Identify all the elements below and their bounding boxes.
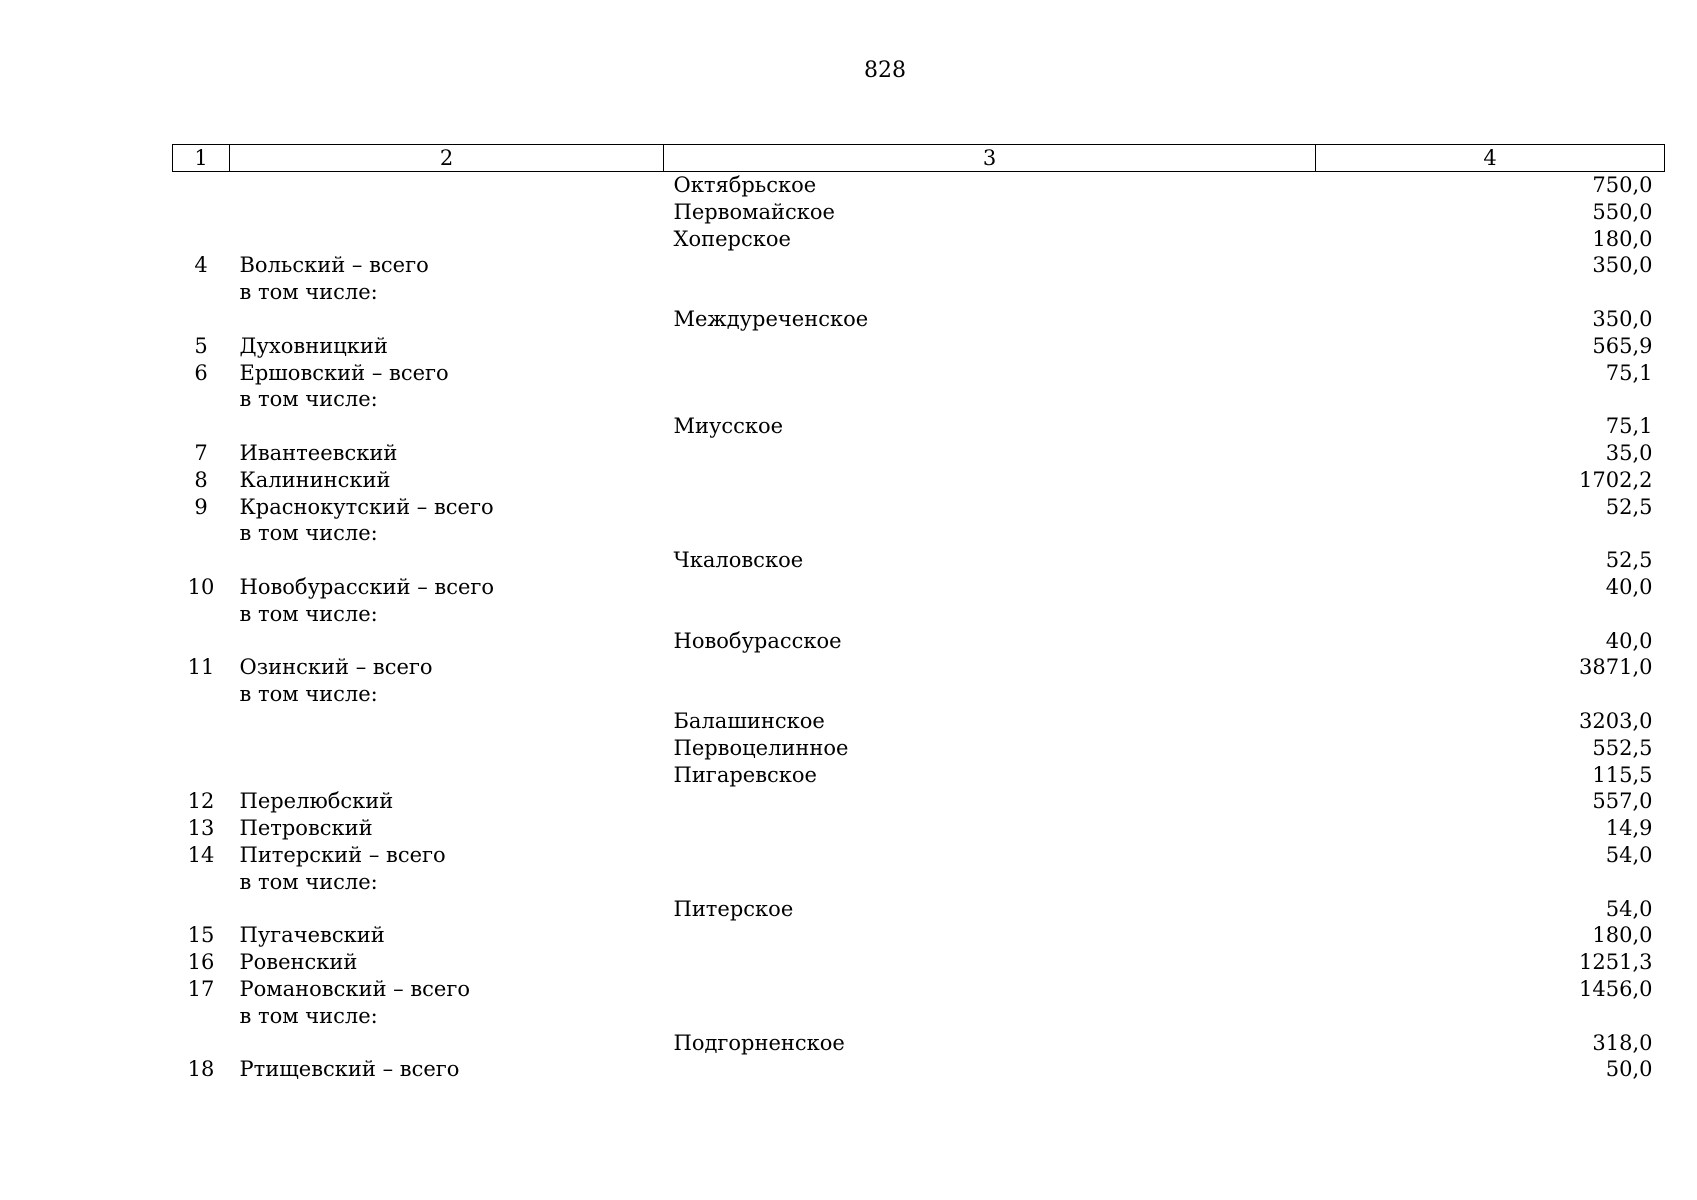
amount-value: 52,5 (1605, 548, 1653, 573)
table-row (173, 333, 1665, 360)
table-row (173, 976, 1665, 1003)
table-row (173, 226, 1665, 253)
settlement-name (664, 386, 1316, 413)
settlement-name (664, 922, 1316, 949)
table-row (173, 601, 1665, 628)
row-number (173, 279, 230, 306)
table-row (173, 681, 1665, 708)
row-number: 18 (187, 1057, 215, 1082)
district-name (230, 172, 664, 199)
district-name: в том числе: (239, 280, 378, 305)
row-number (173, 708, 230, 735)
district-name (230, 547, 664, 574)
district-name: Пугачевский (239, 923, 385, 948)
settlement-name (664, 279, 1316, 306)
header-col-4: 4 (1316, 145, 1665, 172)
district-name (230, 708, 664, 735)
settlement-name (664, 976, 1316, 1003)
table-row (173, 252, 1665, 279)
row-number: 13 (187, 816, 215, 841)
row-number: 4 (194, 253, 208, 278)
amount-value: 115,5 (1592, 762, 1653, 787)
district-name: Калининский (239, 467, 391, 492)
amount-value: 50,0 (1605, 1057, 1653, 1082)
row-number: 15 (187, 923, 215, 948)
amount-value: 180,0 (1592, 923, 1653, 948)
row-number: 11 (187, 655, 215, 680)
row-number (173, 520, 230, 547)
settlement-name: Чкаловское (673, 548, 804, 573)
settlement-name (664, 1056, 1316, 1083)
row-number (173, 413, 230, 440)
row-number (173, 172, 230, 199)
amount-value: 35,0 (1605, 440, 1653, 465)
table-row (173, 172, 1665, 199)
settlement-name (664, 252, 1316, 279)
amount-value (1316, 681, 1665, 708)
settlement-name: Первомайское (673, 199, 835, 224)
amount-value: 350,0 (1592, 253, 1653, 278)
row-number (173, 681, 230, 708)
table-row (173, 467, 1665, 494)
header-col-3: 3 (664, 145, 1316, 172)
table-row (173, 735, 1665, 762)
district-name: в том числе: (239, 521, 378, 546)
settlement-name (664, 520, 1316, 547)
table-row (173, 788, 1665, 815)
table-row (173, 762, 1665, 789)
district-name: Краснокутский – всего (239, 494, 494, 519)
row-number (173, 547, 230, 574)
district-name (230, 896, 664, 923)
amount-value: 75,1 (1605, 360, 1653, 385)
district-name: Романовский – всего (239, 976, 470, 1001)
page-number: 828 (864, 58, 906, 83)
district-name: Ивантеевский (239, 440, 398, 465)
amount-value: 557,0 (1592, 789, 1653, 814)
header-col-2: 2 (230, 145, 664, 172)
district-name (230, 199, 664, 226)
settlement-name (664, 815, 1316, 842)
district-name: Перелюбский (239, 789, 394, 814)
amount-value: 1251,3 (1579, 950, 1653, 975)
settlement-name (664, 601, 1316, 628)
row-number (173, 735, 230, 762)
settlement-name (664, 788, 1316, 815)
settlement-name (664, 949, 1316, 976)
settlement-name (664, 360, 1316, 387)
district-name (230, 226, 664, 253)
amount-value: 318,0 (1592, 1030, 1653, 1055)
row-number (173, 1003, 230, 1030)
table-row (173, 628, 1665, 655)
row-number: 16 (187, 950, 215, 975)
row-number (173, 896, 230, 923)
amount-value (1316, 869, 1665, 896)
district-name: Озинский – всего (239, 655, 433, 680)
table-body (173, 172, 1665, 1084)
amount-value: 40,0 (1605, 628, 1653, 653)
amount-value (1316, 1003, 1665, 1030)
settlement-name: Подгорненское (673, 1030, 845, 1055)
row-number: 8 (194, 467, 208, 492)
settlement-name (664, 681, 1316, 708)
district-name: Духовницкий (239, 333, 388, 358)
amount-value: 40,0 (1605, 574, 1653, 599)
table-row (173, 708, 1665, 735)
amount-value (1316, 386, 1665, 413)
row-number: 6 (194, 360, 208, 385)
amount-value: 3203,0 (1579, 708, 1653, 733)
district-name: в том числе: (239, 601, 378, 626)
amount-value: 54,0 (1605, 842, 1653, 867)
amount-value: 565,9 (1592, 333, 1653, 358)
table-row (173, 440, 1665, 467)
table-row (173, 1003, 1665, 1030)
table-row (173, 1030, 1665, 1057)
amount-value (1316, 520, 1665, 547)
row-number: 10 (187, 574, 215, 599)
table-row (173, 279, 1665, 306)
row-number (173, 628, 230, 655)
district-name: Ртищевский – всего (239, 1057, 460, 1082)
table-row (173, 869, 1665, 896)
table-row (173, 199, 1665, 226)
district-name: Ершовский – всего (239, 360, 449, 385)
settlement-name: Первоцелинное (673, 735, 849, 760)
district-name: в том числе: (239, 387, 378, 412)
row-number (173, 601, 230, 628)
district-name (230, 628, 664, 655)
settlement-name (664, 1003, 1316, 1030)
district-name: Новобурасский – всего (239, 574, 495, 599)
header-row (173, 145, 1665, 172)
table-row (173, 949, 1665, 976)
settlement-name (664, 842, 1316, 869)
row-number (173, 306, 230, 333)
amount-value: 350,0 (1592, 306, 1653, 331)
district-name: Петровский (239, 816, 373, 841)
district-name (230, 413, 664, 440)
row-number: 17 (187, 976, 215, 1001)
amount-value: 552,5 (1592, 735, 1653, 760)
table-row (173, 306, 1665, 333)
row-number: 5 (194, 333, 208, 358)
row-number: 14 (187, 842, 215, 867)
table-row (173, 574, 1665, 601)
amount-value: 14,9 (1605, 816, 1653, 841)
settlement-name: Пигаревское (673, 762, 817, 787)
table-row (173, 842, 1665, 869)
settlement-name: Миусское (673, 414, 784, 439)
table-row (173, 360, 1665, 387)
row-number (173, 1030, 230, 1057)
settlement-name (664, 333, 1316, 360)
amount-value: 52,5 (1605, 494, 1653, 519)
table-row (173, 654, 1665, 681)
amount-value: 1702,2 (1579, 467, 1653, 492)
settlement-name (664, 467, 1316, 494)
amount-value: 54,0 (1605, 896, 1653, 921)
row-number (173, 226, 230, 253)
amount-value: 1456,0 (1579, 976, 1653, 1001)
district-name (230, 735, 664, 762)
row-number: 9 (194, 494, 208, 519)
district-name (230, 306, 664, 333)
settlement-name: Междуреченское (673, 306, 869, 331)
district-name: Вольский – всего (239, 253, 429, 278)
table-row (173, 520, 1665, 547)
district-name (230, 762, 664, 789)
table-row (173, 922, 1665, 949)
table-row (173, 494, 1665, 521)
settlement-name (664, 440, 1316, 467)
district-name (230, 1030, 664, 1057)
settlement-name: Хоперское (673, 226, 791, 251)
table-row (173, 386, 1665, 413)
settlement-name (664, 869, 1316, 896)
settlement-name (664, 494, 1316, 521)
row-number: 12 (187, 789, 215, 814)
amount-value: 550,0 (1592, 199, 1653, 224)
row-number (173, 386, 230, 413)
table-row (173, 547, 1665, 574)
allocation-table (172, 144, 1665, 1083)
settlement-name (664, 654, 1316, 681)
amount-value: 750,0 (1592, 173, 1653, 197)
amount-value (1316, 601, 1665, 628)
header-col-1: 1 (173, 145, 230, 172)
district-name: в том числе: (239, 1003, 378, 1028)
table-row (173, 815, 1665, 842)
table-row (173, 1056, 1665, 1083)
district-name: в том числе: (239, 682, 378, 707)
district-name: Ровенский (239, 950, 358, 975)
settlement-name: Балашинское (673, 708, 825, 733)
row-number (173, 869, 230, 896)
table-row (173, 413, 1665, 440)
district-name: в том числе: (239, 869, 378, 894)
district-name: Питерский – всего (239, 842, 446, 867)
table-row (173, 896, 1665, 923)
settlement-name (664, 574, 1316, 601)
row-number (173, 762, 230, 789)
row-number: 7 (194, 440, 208, 465)
amount-value: 75,1 (1605, 414, 1653, 439)
settlement-name: Октябрьское (673, 173, 817, 197)
amount-value (1316, 279, 1665, 306)
settlement-name: Новобурасское (673, 628, 842, 653)
row-number (173, 199, 230, 226)
amount-value: 3871,0 (1579, 655, 1653, 680)
settlement-name: Питерское (673, 896, 794, 921)
table-header (173, 145, 1665, 172)
amount-value: 180,0 (1592, 226, 1653, 251)
